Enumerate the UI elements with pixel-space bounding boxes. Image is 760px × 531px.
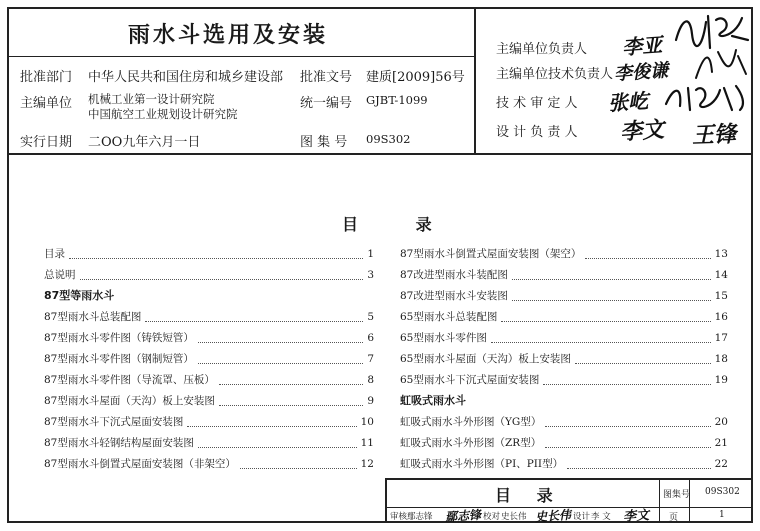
approve-dept-value: 中华人民共和国住房和城乡建设部 (88, 70, 284, 85)
check-name: 史长伟 (501, 512, 527, 522)
toc-item[interactable]: 87型雨水斗下沉式屋面安装图 10 (44, 416, 374, 428)
review-label: 审核 (390, 512, 408, 522)
toc-item[interactable]: 87型雨水斗屋面（天沟）板上安装图 9 (44, 395, 374, 407)
signature-5: 王锋 (691, 121, 737, 149)
toc-item[interactable]: 65型雨水斗屋面（天沟）板上安装图 18 (400, 353, 728, 365)
review-name: 鄢志锋 (407, 512, 433, 522)
design-name: 李 文 (591, 512, 611, 522)
toc-item[interactable]: 87改进型雨水斗安装图 15 (400, 290, 728, 302)
toc-section-heading: 87型等雨水斗 (44, 289, 115, 302)
atlas-no-value: 09S302 (366, 132, 411, 146)
design-label: 设计 (573, 512, 591, 522)
toc-item[interactable]: 87型雨水斗零件图（钢制短管） 7 (44, 353, 374, 365)
unified-no-value: GJBT-1099 (366, 93, 428, 107)
title-underline (7, 56, 475, 57)
toc-item[interactable]: 87改进型雨水斗装配图 14 (400, 269, 728, 281)
toc-item[interactable]: 总说明 3 (44, 269, 374, 281)
role-design-lead: 设 计 负 责 人 (496, 125, 578, 140)
toc-item[interactable]: 87型雨水斗倒置式屋面安装图（非架空） 12 (44, 458, 374, 470)
role-tech-review: 技 术 审 定 人 (496, 96, 578, 111)
signature-3: 张屹 (607, 88, 649, 116)
approve-doc-label: 批准文号 (300, 70, 353, 85)
design-signature: 李文 (622, 508, 650, 525)
role-chief-tech: 主编单位技术负责人 (496, 67, 614, 82)
review-signature: 鄢志锋 (444, 507, 482, 525)
toc-item[interactable]: 虹吸式雨水斗外形图（PI、PII型） 22 (400, 458, 728, 470)
signature-1: 李亚 (621, 32, 663, 60)
atlas-number-value: 09S302 (705, 487, 740, 497)
effective-date-value: 二OO九年六月一日 (88, 135, 201, 150)
title-block (385, 478, 753, 523)
toc-item[interactable]: 虹吸式雨水斗外形图（ZR型） 21 (400, 437, 728, 449)
check-signature: 史长伟 (534, 507, 572, 525)
unified-no-label: 统一编号 (300, 96, 353, 111)
toc-item[interactable]: 87型雨水斗零件图（铸铁短管） 6 (44, 332, 374, 344)
toc-item[interactable]: 目录 1 (44, 248, 374, 260)
signature-scribble-2 (690, 44, 750, 84)
atlas-no-label: 图 集 号 (300, 135, 348, 150)
toc-item[interactable]: 87型雨水斗总装配图 5 (44, 311, 374, 323)
atlas-number-label: 图集号 (663, 490, 691, 500)
header-divider-horizontal (7, 153, 753, 155)
toc-section-heading: 虹吸式雨水斗 (400, 394, 466, 407)
approve-dept-label: 批准部门 (20, 70, 73, 85)
signature-scribble-3 (662, 80, 750, 116)
editor-unit-value-2: 中国航空工业规划设计研究院 (88, 107, 238, 121)
toc-item[interactable]: 87型雨水斗轻钢结构屋面安装图 11 (44, 437, 374, 449)
header-divider-vertical (474, 7, 476, 154)
toc-title: 目 录 (342, 215, 458, 234)
toc-item[interactable]: 65型雨水斗下沉式屋面安装图 19 (400, 374, 728, 386)
document-title: 雨水斗选用及安装 (128, 22, 329, 48)
page-value: 1 (719, 510, 725, 520)
page-label: 页 (669, 513, 679, 523)
toc-item[interactable]: 87型雨水斗倒置式屋面安装图（架空） 13 (400, 248, 728, 260)
signature-4: 李文 (619, 116, 665, 146)
title-block-name: 目 录 (495, 486, 563, 505)
signature-2: 李俊谦 (613, 60, 669, 85)
toc-item[interactable]: 65型雨水斗总装配图 16 (400, 311, 728, 323)
approve-doc-value: 建质[2009]56号 (366, 70, 465, 85)
editor-unit-label: 主编单位 (20, 96, 73, 111)
toc-item[interactable]: 87型雨水斗零件图（导流罩、压板） 8 (44, 374, 374, 386)
editor-unit-value-1: 机械工业第一设计研究院 (88, 92, 215, 106)
effective-date-label: 实行日期 (20, 135, 73, 150)
toc-item[interactable]: 虹吸式雨水斗外形图（YG型） 20 (400, 416, 728, 428)
check-label: 校对 (483, 512, 501, 522)
toc-item[interactable]: 65型雨水斗零件图 17 (400, 332, 728, 344)
role-chief-unit: 主编单位负责人 (496, 42, 588, 57)
